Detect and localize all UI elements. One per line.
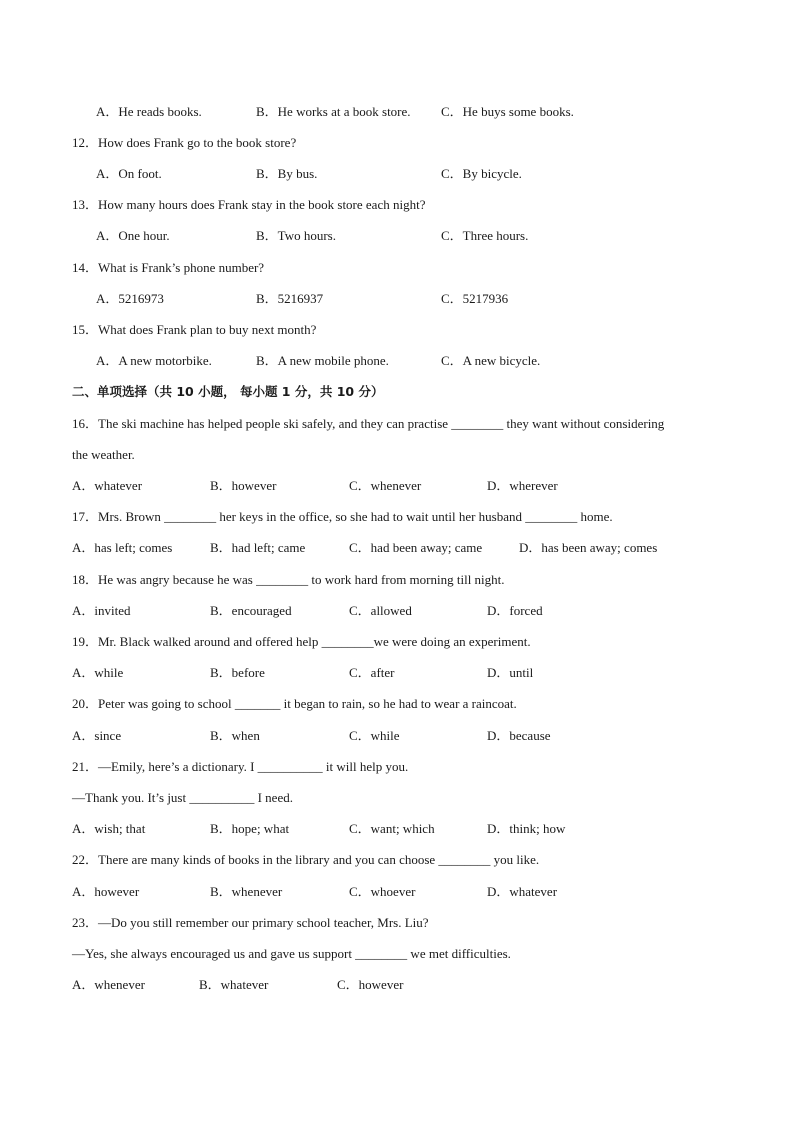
- q14-option-c: C．5217936: [441, 291, 509, 306]
- q18-stem: 18．He was angry because he was ________ to work hard from morning till night.: [72, 572, 505, 587]
- q17-option-a: A．has left; comes: [72, 540, 173, 555]
- q19-option-b: B．before: [210, 665, 265, 680]
- q17-option-d: D．has been away; comes: [519, 540, 658, 555]
- q13-option-a: A．One hour.: [96, 228, 170, 243]
- q11-option-a: A．He reads books.: [96, 104, 202, 119]
- q16-option-d: D．wherever: [487, 478, 558, 493]
- q14-option-a: A．5216973: [96, 291, 164, 306]
- q15-option-c: C．A new bicycle.: [441, 353, 541, 368]
- q13-option-c: C．Three hours.: [441, 228, 529, 243]
- q21-option-a: A．wish; that: [72, 821, 146, 836]
- q16-stem-continued: the weather.: [72, 447, 135, 462]
- q13-option-b: B．Two hours.: [256, 228, 336, 243]
- q23-stem: 23．—Do you still remember our primary school teacher, Mrs. Liu?: [72, 915, 429, 930]
- q15-option-b: B．A new mobile phone.: [256, 353, 389, 368]
- q17-option-c: C．had been away; came: [349, 540, 483, 555]
- q23-stem-reply: —Yes, she always encouraged us and gave us support ________ we met difficulties.: [72, 946, 511, 961]
- q20-option-d: D．because: [487, 728, 551, 743]
- q11-option-c: C．He buys some books.: [441, 104, 574, 119]
- q23-option-b: B．whatever: [199, 977, 269, 992]
- q19-stem: 19．Mr. Black walked around and offered help ________we were doing an experiment.: [72, 634, 531, 649]
- q16-stem: 16．The ski machine has helped people ski safely, and they can practise ________ they want without considering: [72, 416, 665, 431]
- q12-option-a: A．On foot.: [96, 166, 162, 181]
- q11-option-b: B．He works at a book store.: [256, 104, 411, 119]
- q22-option-a: A．however: [72, 884, 140, 899]
- q18-option-c: C．allowed: [349, 603, 412, 618]
- q17-option-b: B．had left; came: [210, 540, 306, 555]
- q16-option-c: C．whenever: [349, 478, 422, 493]
- q22-option-b: B．whenever: [210, 884, 283, 899]
- q21-stem: 21．—Emily, here’s a dictionary. I __________ it will help you.: [72, 759, 409, 774]
- q13-stem: 13．How many hours does Frank stay in the book store each night?: [72, 197, 426, 212]
- section-heading: 二、单项选择（共 10 小题， 每小题 1 分，共 10 分）: [72, 384, 384, 399]
- q12-stem: 12．How does Frank go to the book store?: [72, 135, 297, 150]
- q20-option-b: B．when: [210, 728, 260, 743]
- q19-option-d: D．until: [487, 665, 534, 680]
- q17-stem: 17．Mrs. Brown ________ her keys in the office, so she had to wait until her husband ________ home.: [72, 509, 613, 524]
- q21-option-c: C．want; which: [349, 821, 435, 836]
- q20-stem: 20．Peter was going to school _______ it began to rain, so he had to wear a raincoat.: [72, 696, 517, 711]
- q12-option-c: C．By bicycle.: [441, 166, 522, 181]
- q16-option-b: B．however: [210, 478, 277, 493]
- q18-option-a: A．invited: [72, 603, 131, 618]
- q23-option-c: C．however: [337, 977, 404, 992]
- q18-option-d: D．forced: [487, 603, 543, 618]
- q21-option-d: D．think; how: [487, 821, 566, 836]
- q15-stem: 15．What does Frank plan to buy next month?: [72, 322, 317, 337]
- q14-option-b: B．5216937: [256, 291, 324, 306]
- q15-option-a: A．A new motorbike.: [96, 353, 212, 368]
- q22-stem: 22．There are many kinds of books in the library and you can choose ________ you like.: [72, 852, 540, 867]
- q18-option-b: B．encouraged: [210, 603, 292, 618]
- q21-stem-reply: —Thank you. It’s just __________ I need.: [72, 790, 293, 805]
- q14-stem: 14．What is Frank’s phone number?: [72, 260, 265, 275]
- q23-option-a: A．whenever: [72, 977, 145, 992]
- q20-option-a: A．since: [72, 728, 122, 743]
- q19-option-c: C．after: [349, 665, 395, 680]
- q22-option-c: C．whoever: [349, 884, 416, 899]
- q20-option-c: C．while: [349, 728, 400, 743]
- q12-option-b: B．By bus.: [256, 166, 318, 181]
- q16-option-a: A．whatever: [72, 478, 143, 493]
- q22-option-d: D．whatever: [487, 884, 558, 899]
- q19-option-a: A．while: [72, 665, 124, 680]
- q21-option-b: B．hope; what: [210, 821, 290, 836]
